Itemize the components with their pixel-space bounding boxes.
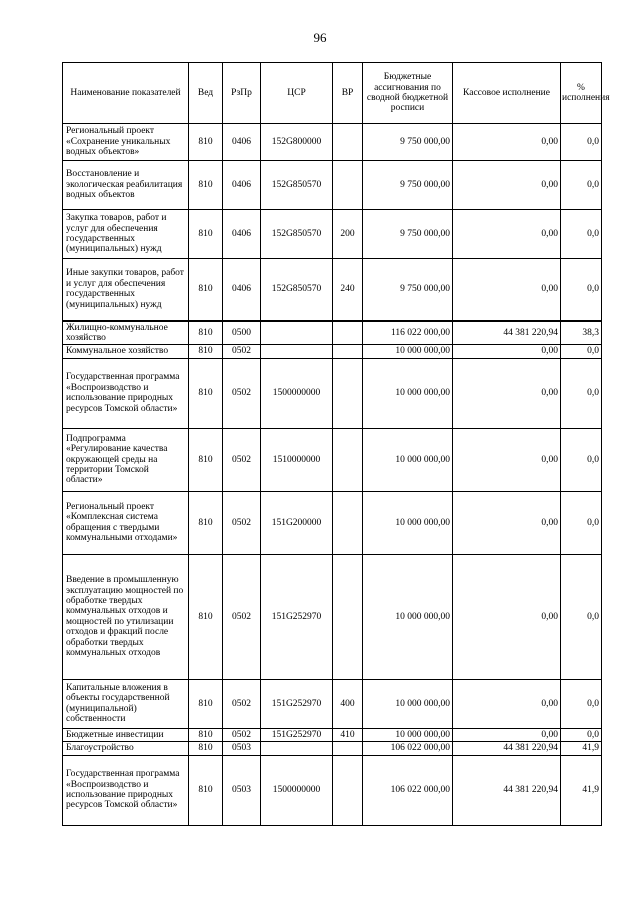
row-assignments: 10 000 000,00 <box>363 358 453 428</box>
row-ved: 810 <box>189 428 223 491</box>
row-execution-percent: 0,0 <box>561 428 602 491</box>
row-ved: 810 <box>189 161 223 210</box>
row-cash-execution: 0,00 <box>453 210 561 259</box>
row-name: Региональный проект «Комплексная система обращения с твердыми коммунальными отходами» <box>63 491 189 554</box>
row-execution-percent: 41,9 <box>561 742 602 755</box>
row-rzpr: 0502 <box>223 345 261 358</box>
header-rzpr: РзПр <box>223 63 261 124</box>
row-csr: 151G252970 <box>261 728 333 741</box>
row-assignments: 10 000 000,00 <box>363 345 453 358</box>
row-vr <box>333 321 363 345</box>
row-vr <box>333 554 363 679</box>
row-execution-percent: 0,0 <box>561 124 602 161</box>
row-csr <box>261 345 333 358</box>
row-assignments: 9 750 000,00 <box>363 210 453 259</box>
row-name: Капитальные вложения в объекты государственной (муниципальной) собственности <box>63 679 189 728</box>
table-header-row <box>63 63 602 124</box>
row-cash-execution: 0,00 <box>453 679 561 728</box>
row-name: Коммунальное хозяйство <box>63 345 189 358</box>
row-vr: 400 <box>333 679 363 728</box>
row-name: Государственная программа «Воспроизводство и использование природных ресурсов Томской области» <box>63 358 189 428</box>
row-rzpr: 0503 <box>223 742 261 755</box>
row-execution-percent: 0,0 <box>561 679 602 728</box>
row-csr: 151G200000 <box>261 491 333 554</box>
row-ved: 810 <box>189 728 223 741</box>
row-rzpr: 0502 <box>223 679 261 728</box>
row-ved: 810 <box>189 259 223 321</box>
row-csr: 152G850570 <box>261 161 333 210</box>
row-ved: 810 <box>189 124 223 161</box>
row-execution-percent: 0,0 <box>561 554 602 679</box>
table-row <box>63 124 602 161</box>
row-assignments: 10 000 000,00 <box>363 728 453 741</box>
row-ved: 810 <box>189 321 223 345</box>
row-csr: 151G252970 <box>261 554 333 679</box>
row-assignments: 10 000 000,00 <box>363 679 453 728</box>
row-rzpr: 0502 <box>223 428 261 491</box>
row-execution-percent: 38,3 <box>561 321 602 345</box>
row-vr <box>333 124 363 161</box>
row-cash-execution: 44 381 220,94 <box>453 321 561 345</box>
header-assignments: Бюджетные ассигнования по сводной бюджетной росписи <box>363 63 453 124</box>
table-row <box>63 161 602 210</box>
row-assignments: 9 750 000,00 <box>363 161 453 210</box>
row-rzpr: 0502 <box>223 491 261 554</box>
row-assignments: 106 022 000,00 <box>363 755 453 825</box>
row-assignments: 106 022 000,00 <box>363 742 453 755</box>
row-cash-execution: 0,00 <box>453 358 561 428</box>
header-vr: ВР <box>333 63 363 124</box>
row-name: Подпрограмма «Регулирование качества окружающей среды на территории Томской области» <box>63 428 189 491</box>
row-ved: 810 <box>189 679 223 728</box>
row-execution-percent: 0,0 <box>561 358 602 428</box>
row-csr <box>261 742 333 755</box>
row-execution-percent: 0,0 <box>561 491 602 554</box>
row-cash-execution: 0,00 <box>453 124 561 161</box>
row-rzpr: 0406 <box>223 259 261 321</box>
row-assignments: 9 750 000,00 <box>363 259 453 321</box>
row-rzpr: 0503 <box>223 755 261 825</box>
row-csr: 152G850570 <box>261 259 333 321</box>
row-csr <box>261 321 333 345</box>
table-row <box>63 742 602 755</box>
row-assignments: 10 000 000,00 <box>363 428 453 491</box>
table-row <box>63 554 602 679</box>
header-name: Наименование показателей <box>63 63 189 124</box>
row-cash-execution: 0,00 <box>453 491 561 554</box>
table-row <box>63 210 602 259</box>
row-ved: 810 <box>189 491 223 554</box>
header-execution-percent: % исполнения <box>561 63 602 124</box>
row-vr <box>333 428 363 491</box>
row-name: Иные закупки товаров, работ и услуг для обеспечения государственных (муниципальных) нужд <box>63 259 189 321</box>
row-name: Введение в промышленную эксплуатацию мощностей по обработке твердых коммунальных отходов и мощностей по утилизации отходов и фракций после обработки твердых коммунальных отходов <box>63 554 189 679</box>
row-rzpr: 0502 <box>223 554 261 679</box>
row-name: Восстановление и экологическая реабилитация водных объектов <box>63 161 189 210</box>
row-cash-execution: 0,00 <box>453 345 561 358</box>
row-execution-percent: 0,0 <box>561 210 602 259</box>
header-ved: Вед <box>189 63 223 124</box>
row-ved: 810 <box>189 554 223 679</box>
row-ved: 810 <box>189 345 223 358</box>
budget-table <box>62 62 610 826</box>
row-csr: 1500000000 <box>261 755 333 825</box>
row-rzpr: 0500 <box>223 321 261 345</box>
header-cash-execution: Кассовое исполнение <box>453 63 561 124</box>
row-cash-execution: 44 381 220,94 <box>453 742 561 755</box>
row-vr: 240 <box>333 259 363 321</box>
row-name: Региональный проект «Сохранение уникальных водных объектов» <box>63 124 189 161</box>
table-row <box>63 428 602 491</box>
row-execution-percent: 0,0 <box>561 728 602 741</box>
row-execution-percent: 41,9 <box>561 755 602 825</box>
table-row <box>63 728 602 741</box>
row-ved: 810 <box>189 358 223 428</box>
row-vr <box>333 742 363 755</box>
row-cash-execution: 0,00 <box>453 554 561 679</box>
row-assignments: 116 022 000,00 <box>363 321 453 345</box>
table-row <box>63 345 602 358</box>
row-assignments: 10 000 000,00 <box>363 554 453 679</box>
row-csr: 151G252970 <box>261 679 333 728</box>
row-cash-execution: 0,00 <box>453 259 561 321</box>
row-name: Благоустройство <box>63 742 189 755</box>
row-vr: 410 <box>333 728 363 741</box>
row-rzpr: 0502 <box>223 728 261 741</box>
row-cash-execution: 0,00 <box>453 428 561 491</box>
row-csr: 152G800000 <box>261 124 333 161</box>
row-cash-execution: 0,00 <box>453 161 561 210</box>
row-assignments: 9 750 000,00 <box>363 124 453 161</box>
row-csr: 1510000000 <box>261 428 333 491</box>
row-vr <box>333 358 363 428</box>
row-ved: 810 <box>189 742 223 755</box>
row-name: Государственная программа «Воспроизводство и использование природных ресурсов Томской области» <box>63 755 189 825</box>
row-vr <box>333 161 363 210</box>
header-csr: ЦСР <box>261 63 333 124</box>
row-rzpr: 0406 <box>223 210 261 259</box>
row-cash-execution: 0,00 <box>453 728 561 741</box>
row-ved: 810 <box>189 755 223 825</box>
row-vr <box>333 491 363 554</box>
table-row <box>63 321 602 345</box>
row-rzpr: 0502 <box>223 358 261 428</box>
page-number: 96 <box>313 30 327 45</box>
row-csr: 152G850570 <box>261 210 333 259</box>
row-name: Закупка товаров, работ и услуг для обеспечения государственных (муниципальных) нужд <box>63 210 189 259</box>
row-execution-percent: 0,0 <box>561 161 602 210</box>
row-vr <box>333 345 363 358</box>
table-row <box>63 358 602 428</box>
row-csr: 1500000000 <box>261 358 333 428</box>
table-row <box>63 259 602 321</box>
row-execution-percent: 0,0 <box>561 259 602 321</box>
table-row <box>63 755 602 825</box>
row-cash-execution: 44 381 220,94 <box>453 755 561 825</box>
row-rzpr: 0406 <box>223 124 261 161</box>
row-name: Бюджетные инвестиции <box>63 728 189 741</box>
row-ved: 810 <box>189 210 223 259</box>
row-execution-percent: 0,0 <box>561 345 602 358</box>
table-row <box>63 679 602 728</box>
row-name: Жилищно-коммунальное хозяйство <box>63 321 189 345</box>
row-vr: 200 <box>333 210 363 259</box>
row-assignments: 10 000 000,00 <box>363 491 453 554</box>
row-vr <box>333 755 363 825</box>
row-rzpr: 0406 <box>223 161 261 210</box>
table-row <box>63 491 602 554</box>
